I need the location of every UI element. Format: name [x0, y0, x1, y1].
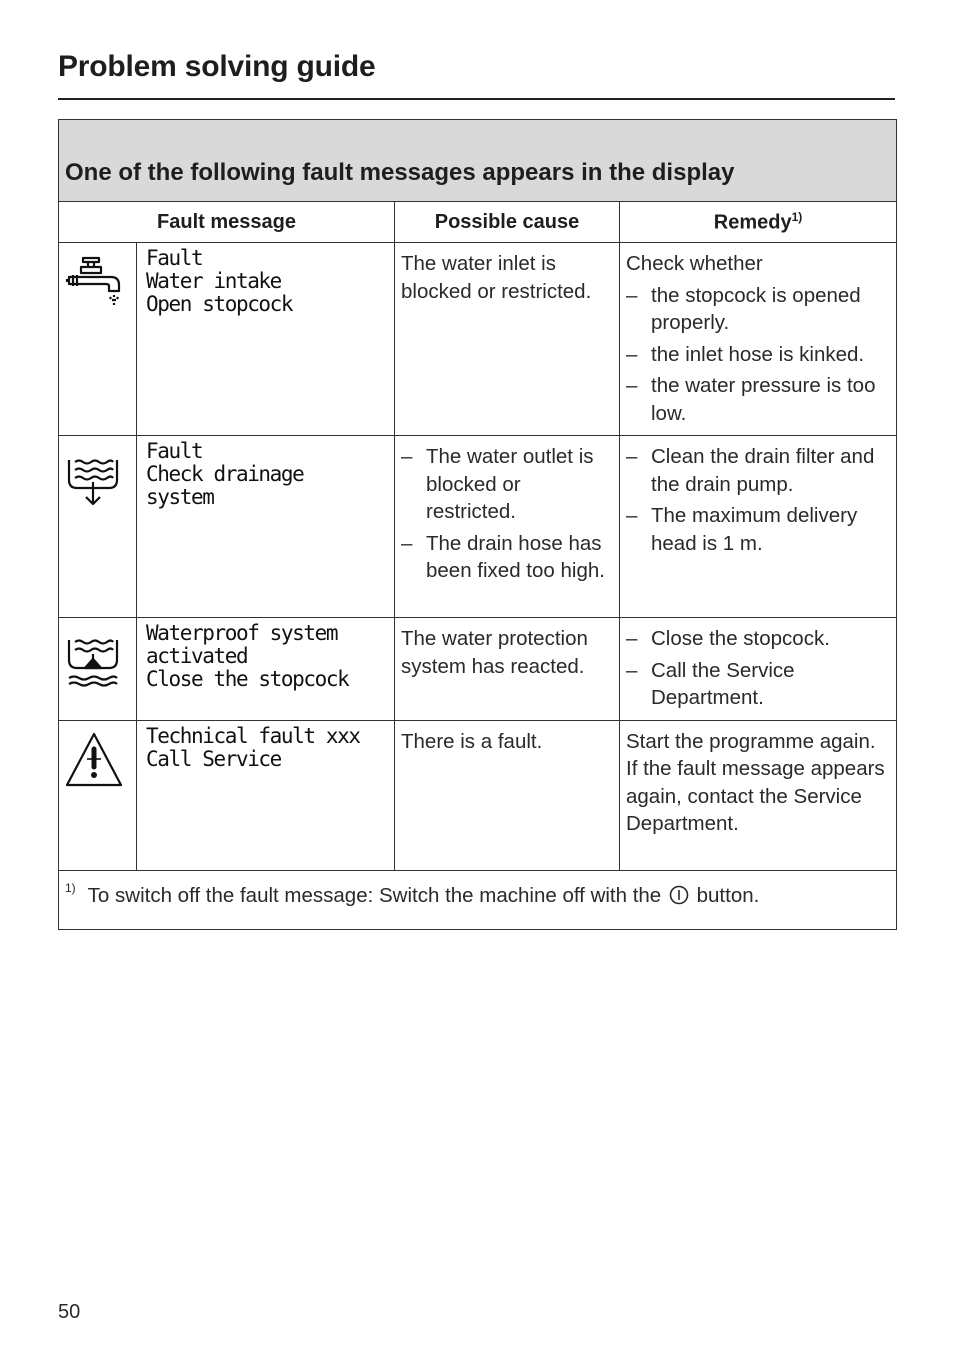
- display-line: Water intake: [146, 269, 281, 293]
- remedy-cell: [620, 618, 897, 721]
- display-message: [137, 618, 395, 721]
- title-rule: [58, 98, 895, 100]
- display-line: Call Service: [146, 746, 281, 771]
- list-item: – the stopcock is opened properly.: [626, 282, 890, 337]
- remedy-cell: [620, 243, 897, 436]
- cause-text: The water inlet is blocked or restricted.: [401, 252, 592, 303]
- cause-cell: [395, 243, 620, 436]
- cause-list: [401, 443, 613, 585]
- list-item: – The water outlet is blocked or restricted.: [401, 443, 613, 526]
- icon-cell: [59, 720, 137, 870]
- table-row: [59, 243, 897, 436]
- remedy-list: [626, 443, 890, 557]
- drainage-icon: [65, 446, 121, 506]
- icon-cell: [59, 243, 137, 436]
- column-header-remedy-label: Remedy: [713, 211, 792, 234]
- remedy-cell: [620, 720, 897, 870]
- list-item: – The maximum delivery head is 1 m.: [626, 502, 890, 557]
- footnote: [59, 870, 897, 929]
- water-tap-icon: [65, 253, 123, 309]
- footnote-text-end: button.: [696, 883, 760, 907]
- cause-cell: [395, 436, 620, 618]
- cause-cell: [395, 720, 620, 870]
- cause-text: The water protection system has reacted.: [401, 627, 588, 678]
- remedy-list: [626, 625, 890, 712]
- fault-table: [58, 119, 897, 930]
- list-item: – the inlet hose is kinked.: [626, 341, 890, 369]
- footnote-marker: 1): [65, 880, 76, 895]
- waterproof-system-icon: [65, 628, 121, 688]
- display-message: [137, 436, 395, 618]
- remedy-list: [626, 282, 890, 428]
- display-line: Waterproof system: [146, 621, 338, 645]
- display-line: activated: [146, 644, 248, 668]
- list-item: – Clean the drain filter and the drain pump.: [626, 443, 890, 498]
- icon-cell: [59, 618, 137, 721]
- list-item: – Call the Service Department.: [626, 657, 890, 712]
- footnote-text: To switch off the fault message: Switch the machine off with the: [87, 883, 662, 907]
- display-message: [137, 243, 395, 436]
- display-message: [137, 720, 395, 870]
- list-item: – Close the stopcock.: [626, 625, 890, 653]
- list-item: – the water pressure is too low.: [626, 372, 890, 427]
- column-header-remedy: [620, 202, 897, 243]
- table-row: [59, 436, 897, 618]
- display-line: Fault: [146, 246, 203, 270]
- page-title: Problem solving guide: [58, 50, 376, 83]
- display-line: Open stopcock: [146, 292, 293, 316]
- display-line: Check drainage: [146, 462, 304, 486]
- remedy-paragraph: If the fault message appears again, contact the Service Department.: [626, 757, 885, 835]
- footnote-row: [59, 870, 897, 929]
- table-row: [59, 618, 897, 721]
- column-header-row: [59, 202, 897, 243]
- icon-cell: [59, 436, 137, 618]
- footnote-ref: 1): [791, 209, 803, 224]
- cause-cell: [395, 618, 620, 721]
- display-line: system: [146, 485, 214, 509]
- section-title: One of the following fault messages appears in the display: [65, 159, 735, 186]
- column-header-fault-message: Fault message: [59, 202, 395, 243]
- list-item: – The drain hose has been fixed too high.: [401, 530, 613, 585]
- page-number: 50: [58, 1301, 81, 1323]
- remedy-cell: [620, 436, 897, 618]
- table-row: [59, 720, 897, 870]
- cause-text: There is a fault.: [401, 729, 543, 753]
- remedy-intro: Check whether: [626, 252, 763, 275]
- power-button-icon: [669, 885, 689, 905]
- warning-triangle-icon: [65, 731, 123, 789]
- column-header-possible-cause: Possible cause: [395, 202, 620, 243]
- remedy-paragraph: Start the programme again.: [626, 729, 876, 753]
- display-line: Technical fault xxx: [146, 723, 360, 748]
- section-header: [59, 120, 897, 202]
- display-line: Close the stopcock: [146, 667, 349, 691]
- display-line: Fault: [146, 439, 203, 463]
- section-header-row: [59, 120, 897, 202]
